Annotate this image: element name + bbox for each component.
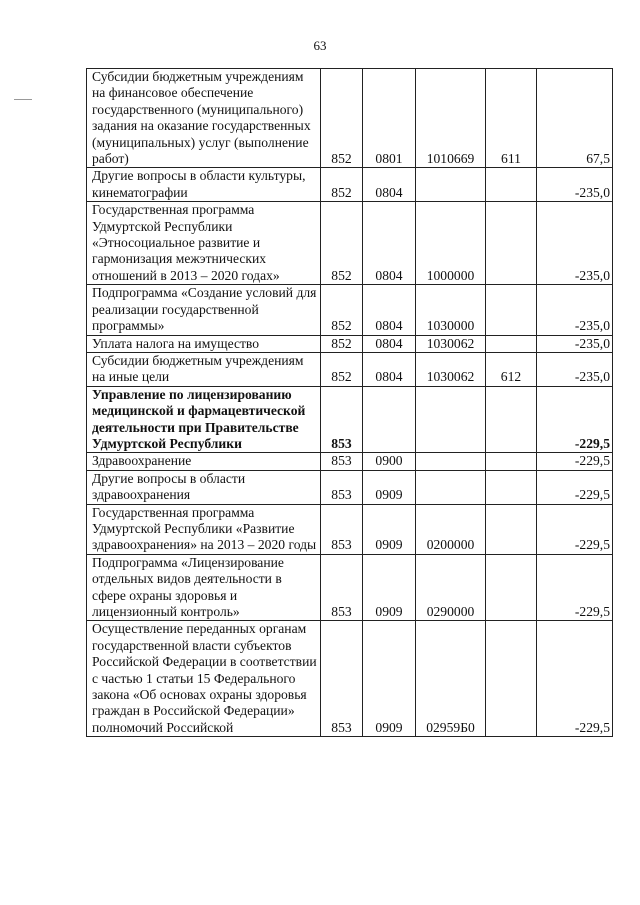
table-row — [87, 621, 613, 737]
target-code-cell: 1030000 — [416, 285, 486, 335]
expense-type-cell — [486, 285, 537, 335]
margin-mark — [14, 99, 32, 100]
row-name-cell: Субсидии бюджетным учреждениям на финансовое обеспечение государственного (муниципального) задания на оказание государственных (муниципальных) услуг (выполнение работ) — [87, 69, 321, 168]
expense-type-cell: 612 — [486, 352, 537, 386]
expense-type-cell — [486, 386, 537, 453]
admin-code-cell: 852 — [321, 352, 363, 386]
section-code-cell: 0900 — [363, 453, 416, 470]
section-code-cell: 0804 — [363, 202, 416, 285]
row-name-cell: Субсидии бюджетным учреждениям на иные цели — [87, 352, 321, 386]
amount-cell: -229,5 — [537, 453, 613, 470]
amount-cell: -229,5 — [537, 504, 613, 554]
expense-type-cell — [486, 168, 537, 202]
row-name-cell: Государственная программа Удмуртской Республики «Этносоциальное развитие и гармонизация межэтнических отношений в 2013 – 2020 годах» — [87, 202, 321, 285]
section-code-cell — [363, 386, 416, 453]
target-code-cell: 1030062 — [416, 335, 486, 352]
row-name-cell: Осуществление переданных органам государственной власти субъектов Российской Федерации в соответствии с частью 1 статьи 15 Федерального закона «Об основах охраны здоровья граждан в Российской Федерации» полномочий Российской — [87, 621, 321, 737]
admin-code-cell: 852 — [321, 335, 363, 352]
expense-type-cell: 611 — [486, 69, 537, 168]
section-code-cell: 0804 — [363, 352, 416, 386]
section-code-cell: 0909 — [363, 621, 416, 737]
amount-cell: -235,0 — [537, 352, 613, 386]
amount-cell: 67,5 — [537, 69, 613, 168]
table-row — [87, 285, 613, 335]
expense-type-cell — [486, 554, 537, 621]
target-code-cell: 1000000 — [416, 202, 486, 285]
target-code-cell — [416, 453, 486, 470]
section-code-cell: 0801 — [363, 69, 416, 168]
target-code-cell: 0200000 — [416, 504, 486, 554]
expense-type-cell — [486, 335, 537, 352]
expense-type-cell — [486, 504, 537, 554]
table-row — [87, 470, 613, 504]
amount-cell: -229,5 — [537, 554, 613, 621]
section-code-cell: 0804 — [363, 335, 416, 352]
section-code-cell: 0909 — [363, 470, 416, 504]
admin-code-cell: 853 — [321, 470, 363, 504]
target-code-cell: 02959Б0 — [416, 621, 486, 737]
amount-cell: -229,5 — [537, 470, 613, 504]
amount-cell: -235,0 — [537, 168, 613, 202]
row-name-cell: Подпрограмма «Создание условий для реализации государственной программы» — [87, 285, 321, 335]
amount-cell: -235,0 — [537, 335, 613, 352]
amount-cell: -229,5 — [537, 386, 613, 453]
admin-code-cell: 852 — [321, 168, 363, 202]
section-code-cell: 0909 — [363, 504, 416, 554]
section-code-cell: 0909 — [363, 554, 416, 621]
section-code-cell: 0804 — [363, 285, 416, 335]
expense-type-cell — [486, 470, 537, 504]
row-name-cell: Государственная программа Удмуртской Республики «Развитие здравоохранения» на 2013 – 2020 годы — [87, 504, 321, 554]
table-row — [87, 335, 613, 352]
admin-code-cell: 852 — [321, 69, 363, 168]
admin-code-cell: 852 — [321, 202, 363, 285]
amount-cell: -229,5 — [537, 621, 613, 737]
expense-type-cell — [486, 453, 537, 470]
table-row — [87, 69, 613, 168]
budget-table — [86, 68, 613, 737]
table-row — [87, 504, 613, 554]
row-name-cell: Управление по лицензированию медицинской и фармацевтической деятельности при Правительстве Удмуртской Республики — [87, 386, 321, 453]
table-row — [87, 453, 613, 470]
target-code-cell — [416, 386, 486, 453]
table-row — [87, 202, 613, 285]
section-code-cell: 0804 — [363, 168, 416, 202]
admin-code-cell: 853 — [321, 386, 363, 453]
admin-code-cell: 853 — [321, 621, 363, 737]
amount-cell: -235,0 — [537, 202, 613, 285]
admin-code-cell: 853 — [321, 453, 363, 470]
table-row — [87, 386, 613, 453]
expense-type-cell — [486, 202, 537, 285]
target-code-cell: 1010669 — [416, 69, 486, 168]
admin-code-cell: 853 — [321, 554, 363, 621]
target-code-cell: 0290000 — [416, 554, 486, 621]
row-name-cell: Другие вопросы в области культуры, кинематографии — [87, 168, 321, 202]
admin-code-cell: 852 — [321, 285, 363, 335]
admin-code-cell: 853 — [321, 504, 363, 554]
budget-table-body — [87, 69, 613, 737]
row-name-cell: Другие вопросы в области здравоохранения — [87, 470, 321, 504]
target-code-cell: 1030062 — [416, 352, 486, 386]
amount-cell: -235,0 — [537, 285, 613, 335]
row-name-cell: Подпрограмма «Лицензирование отдельных видов деятельности в сфере охраны здоровья и лицензионный контроль» — [87, 554, 321, 621]
target-code-cell — [416, 470, 486, 504]
page-number: 63 — [313, 38, 327, 53]
table-row — [87, 168, 613, 202]
table-row — [87, 554, 613, 621]
row-name-cell: Здравоохранение — [87, 453, 321, 470]
row-name-cell: Уплата налога на имущество — [87, 335, 321, 352]
expense-type-cell — [486, 621, 537, 737]
target-code-cell — [416, 168, 486, 202]
table-row — [87, 352, 613, 386]
